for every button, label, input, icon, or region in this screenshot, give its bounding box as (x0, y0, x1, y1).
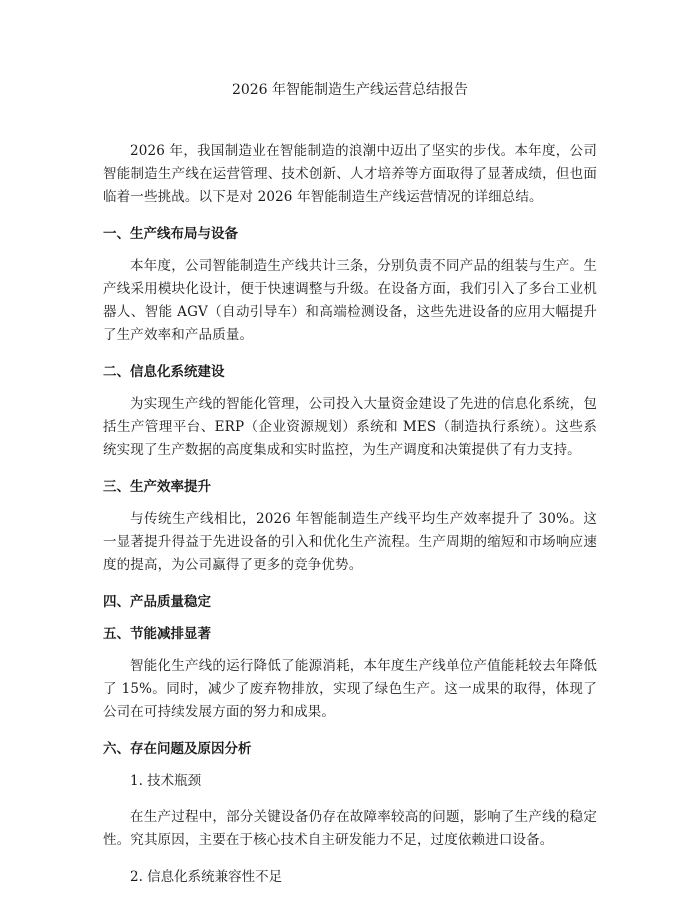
problem-item-system-compatibility: 2. 信息化系统兼容性不足 (130, 869, 283, 885)
section-heading-layout-equipment: 一、生产线布局与设备 (103, 226, 238, 242)
document-title: 2026 年智能制造生产线运营总结报告 (231, 82, 469, 98)
section-paragraph-efficiency: 与传统生产线相比，2026 年智能制造生产线平均生产效率提升了 30%。这一显著提升得益于先进设备的引入和优化生产流程。生产周期的缩短和市场响应速度的提高，为公司赢得了更多的竞争优势。 (103, 511, 597, 573)
section-heading-problems: 六、存在问题及原因分析 (103, 741, 252, 757)
section-paragraph-information-system: 为实现生产线的智能化管理，公司投入大量资金建设了先进的信息化系统，包括生产管理平台、ERP（企业资源规划）系统和 MES（制造执行系统）。这些系统实现了生产数据的高度集成和实时监控，为生产调度和决策提供了有力支持。 (103, 396, 597, 458)
section-heading-energy-saving: 五、节能减排显著 (103, 626, 211, 642)
section-heading-quality: 四、产品质量稳定 (103, 594, 211, 610)
section-heading-information-system: 二、信息化系统建设 (103, 364, 225, 380)
problem-item-technical-bottleneck: 1. 技术瓶颈 (130, 773, 202, 789)
document-body (103, 140, 597, 902)
section-heading-efficiency: 三、生产效率提升 (103, 479, 211, 495)
problem-paragraph-technical-bottleneck: 在生产过程中，部分关键设备仍存在故障率较高的问题，影响了生产线的稳定性。究其原因，主要在于核心技术自主研发能力不足，过度依赖进口设备。 (103, 809, 597, 848)
intro-paragraph: 2026 年，我国制造业在智能制造的浪潮中迈出了坚实的步伐。本年度，公司智能制造生产线在运营管理、技术创新、人才培养等方面取得了显著成绩，但也面临着一些挑战。以下是对 2026 年智能制造生产线运营情况的详细总结。 (103, 143, 597, 205)
section-paragraph-layout-equipment: 本年度，公司智能制造生产线共计三条，分别负责不同产品的组装与生产。生产线采用模块化设计，便于快速调整与升级。在设备方面，我们引入了多台工业机器人、智能 AGV（自动引导车）和高端检测设备，这些先进设备的应用大幅提升了生产效率和产品质量。 (103, 258, 597, 343)
section-paragraph-energy-saving: 智能化生产线的运行降低了能源消耗，本年度生产线单位产值能耗较去年降低了 15%。同时，减少了废弃物排放，实现了绿色生产。这一成果的取得，体现了公司在可持续发展方面的努力和成果。 (103, 658, 597, 720)
